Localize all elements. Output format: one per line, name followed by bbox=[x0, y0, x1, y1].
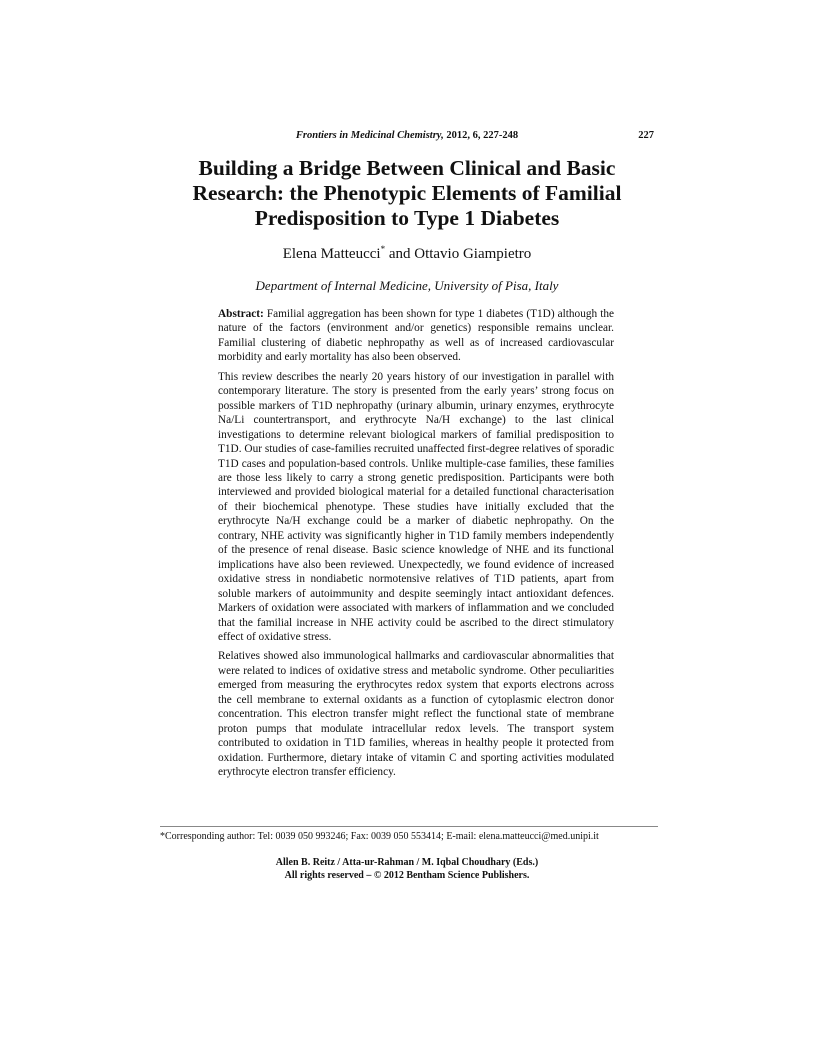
abstract bbox=[218, 307, 614, 785]
copyright-line: All rights reserved – © 2012 Bentham Science Publishers. bbox=[284, 870, 530, 881]
abstract-paragraph bbox=[218, 307, 614, 365]
article-title bbox=[160, 156, 654, 231]
journal-name: Frontiers in Medicinal Chemistry, bbox=[295, 130, 444, 141]
title-line: Building a Bridge Between Clinical and Basic bbox=[198, 156, 616, 180]
running-header bbox=[160, 130, 654, 146]
editors-line: Allen B. Reitz / Atta-ur-Rahman / M. Iqbal Choudhary (Eds.) bbox=[275, 857, 539, 868]
affiliation: Department of Internal Medicine, University of Pisa, Italy bbox=[255, 278, 559, 293]
corresponding-author-footnote: *Corresponding author: Tel: 0039 050 993246; Fax: 0039 050 553414; E-mail: elena.matteucci@med.unipi.it bbox=[160, 831, 599, 842]
author-name: Elena Matteucci bbox=[282, 246, 381, 262]
title-line: Research: the Phenotypic Elements of Familial bbox=[192, 181, 622, 205]
abstract-text: Familial aggregation has been shown for type 1 diabetes (T1D) although the nature of the factors (environment and/or genetics) responsible remains unclear. Familial clustering of diabetic nephropathy as well as of increased cardiovascular morbidity and early mortality has also been observed. bbox=[218, 308, 614, 364]
author-list bbox=[160, 244, 654, 263]
page-number: 227 bbox=[638, 130, 654, 141]
corresponding-author-mark: * bbox=[380, 244, 386, 254]
abstract-paragraph: Relatives showed also immunological hallmarks and cardiovascular abnormalities that were related to indices of oxidative stress and metabolic syndrome. Other peculiarities emerged from measuring the erythrocytes redox system that exports electrons across the cell membrane to external oxidants as a function of cytoplasmic electron donor concentration. This electron transfer might reflect the functional state of membrane proton pumps that modulate intracellular redox levels. The transport system contributed to oxidation in T1D families, whereas in healthy people it protected from oxidation. Furthermore, dietary intake of vitamin C and sporting activities modulated erythrocyte electron transfer efficiency. bbox=[218, 650, 614, 779]
author-name: and Ottavio Giampietro bbox=[385, 246, 532, 262]
title-line: Predisposition to Type 1 Diabetes bbox=[254, 206, 560, 230]
abstract-paragraph: This review describes the nearly 20 years history of our investigation in parallel with contemporary literature. The story is presented from the early years’ strong focus on possible markers of T1D nephropathy (urinary albumin, urinary enzymes, erythrocyte Na/Li countertransport, and erythrocyte Na/H exchange) to the last clinical investigations to determine relevant biological markers of familial predisposition to T1D. Our studies of case-families recruited unaffected first-degree relatives of sporadic T1D cases and population-based controls. Unlike multiple-case families, these families are those less likely to carry a strong genetic predisposition. Participants were both interviewed and provided biological material for a detailed functional characterisation of their biochemical phenotype. These studies have initially excluded that the erythrocyte Na/H exchange could be a marker of diabetic nephropathy. On the contrary, NHE activity was significantly higher in T1D family members independently of the presence of renal disease. Basic science knowledge of NHE and its functional implications have also been reviewed. Unexpectedly, we found evidence of increased oxidative stress in nondiabetic normotensive relatives of T1D patients, apart from soluble markers of autoimmunity and despite seemingly intact antioxidant defences. Markers of oxidation were associated with markers of inflammation and we concluded that the familial increase in NHE activity could be ascribed to the direct stimulatory effect of oxidative stress. bbox=[218, 370, 614, 643]
abstract-label: Abstract: bbox=[218, 308, 264, 320]
citation-details: 2012, 6, 227-248 bbox=[443, 130, 519, 141]
footnote-divider bbox=[160, 826, 658, 827]
book-imprint bbox=[160, 856, 654, 882]
journal-citation bbox=[160, 130, 654, 141]
